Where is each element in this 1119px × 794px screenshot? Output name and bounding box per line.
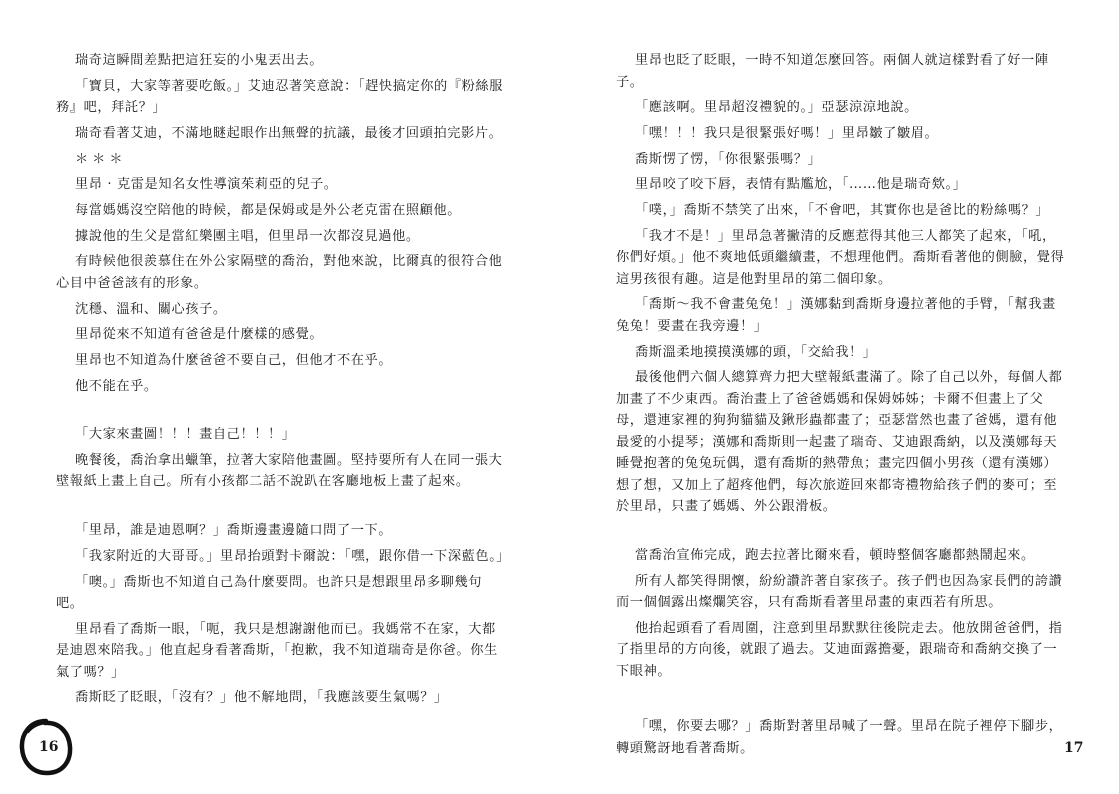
paragraph: 里昂看了喬斯一眼，「呃，我只是想謝謝他而已。我媽常不在家，大都是迪恩來陪我。」他直起身看著喬斯，「抱歉，我不知道瑞奇是你爸。你生氣了嗎？」 bbox=[56, 621, 498, 680]
paragraph: 晚餐後，喬治拿出蠟筆，拉著大家陪他畫圖。堅持要所有人在同一張大壁報紙上畫上自己。所有小孩都二話不說趴在客廳地板上畫了起來。 bbox=[56, 452, 503, 490]
paragraph: 「寶貝，大家等著要吃飯。」艾迪忍著笑意說：「趕快搞定你的『粉絲服務』吧，拜託？」 bbox=[56, 78, 503, 116]
page-number: 16 bbox=[39, 739, 59, 755]
page-number: 17 bbox=[1064, 740, 1084, 756]
paragraph: 每當媽媽沒空陪他的時候，都是保姆或是外公老克雷在照顧他。 bbox=[75, 202, 462, 218]
paragraph: 「嘿！！！我只是很緊張好嗎！」里昂皺了皺眉。 bbox=[635, 125, 939, 141]
paragraph: 里昂也眨了眨眼，一時不知道怎麼回答。兩個人就這樣對看了好一陣子。 bbox=[616, 53, 1049, 90]
right-text-column bbox=[616, 50, 1066, 764]
section-gap bbox=[616, 522, 1066, 545]
paragraph: 「喬斯～我不會畫兔兔！」漢娜黏到喬斯身邊拉著他的手臂，「幫我畫兔兔！要畫在我旁邊！」 bbox=[616, 297, 1056, 334]
paragraph: 有時候他很羨慕住在外公家隔壁的喬治，對他來說，比爾真的很符合他心目中爸爸該有的形象。 bbox=[56, 254, 503, 291]
paragraph: 喬斯眨了眨眼，「沒有？」他不解地問，「我應該要生氣嗎？」 bbox=[75, 690, 448, 706]
paragraph: 他不能在乎。 bbox=[75, 378, 158, 394]
paragraph: 喬斯愣了愣，「你很緊張嗎？」 bbox=[635, 151, 822, 167]
paragraph: 里昂咬了咬下唇，表情有點尷尬，「……他是瑞奇欸。」 bbox=[635, 177, 967, 193]
paragraph: 瑞奇這瞬間差點把這狂妄的小鬼丟出去。 bbox=[75, 53, 324, 68]
paragraph: 「我家附近的大哥哥。」里昂抬頭對卡爾說：「嘿，跟你借一下深藍色。」 bbox=[75, 548, 511, 564]
scene-break: ＊＊＊ bbox=[75, 151, 127, 167]
section-gap bbox=[616, 686, 1066, 716]
paragraph: 「里昂，誰是迪恩啊？」喬斯邊畫邊隨口問了一下。 bbox=[75, 523, 393, 539]
paragraph: 他抬起頭看了看周圍，注意到里昂默默往後院走去。他放開爸爸們，指了指里昂的方向後，就跟了過去。艾迪面露擔憂，跟瑞奇和喬納交換了一下眼神。 bbox=[616, 620, 1063, 679]
paragraph: 當喬治宣佈完成，跑去拉著比爾來看，頓時整個客廳都熱鬧起來。 bbox=[635, 547, 1035, 563]
paragraph: 里昂 ‧ 克雷是知名女性導演茱莉亞的兒子。 bbox=[75, 177, 338, 193]
paragraph: 「噗，」喬斯不禁笑了出來，「不會吧，其實你也是爸比的粉絲嗎？」 bbox=[635, 202, 1050, 218]
paragraph: 「大家來畫圖！！！畫自己！！！」 bbox=[75, 427, 296, 443]
paragraph: 所有人都笑得開懷，紛紛讚許著自家孩子。孩子們也因為家長們的誇讚而一個個露出燦爛笑容，只有喬斯看著里昂畫的東西若有所思。 bbox=[616, 573, 1063, 611]
paragraph: 最後他們六個人總算齊力把大壁報紙畫滿了。除了自己以外，每個人都加畫了不少東西。喬治畫上了爸爸媽媽和保姆姊姊；卡爾不但畫上了父母，還連家裡的狗狗貓貓及鍬形蟲都畫了；亞瑟當然也畫了爸媽，還有他最愛的小提琴；漢娜和喬斯則一起畫了瑞奇、艾迪跟喬納，以及漢娜每天睡覺抱著的兔兔玩偶，還有喬斯的熱帶魚；畫完四個小男孩（還有漢娜）想了想，又加上了超疼他們，每次旅遊回來都寄禮物給孩子們的麥可；至於里昂，只畫了媽媽、外公跟滑板。 bbox=[616, 370, 1063, 515]
paragraph: 據說他的生父是當紅樂團主唱，但里昂一次都沒見過他。 bbox=[75, 228, 420, 244]
paragraph: 「噢。」喬斯也不知道自己為什麼要問。也許只是想跟里昂多聊幾句吧。 bbox=[56, 574, 483, 611]
left-text-column bbox=[56, 50, 511, 713]
paragraph: 里昂從來不知道有爸爸是什麼樣的感覺。 bbox=[75, 327, 324, 343]
paragraph: 「我才不是！」里昂急著撇清的反應惹得其他三人都笑了起來，「吼，你們好煩。」他不爽地低頭繼續畫，不想理他們。喬斯看著他的側臉，覺得這男孩很有趣。這是他對里昂的第二個印象。 bbox=[616, 228, 1065, 287]
paragraph: 里昂也不知道為什麼爸爸不要自己，但他才不在乎。 bbox=[75, 352, 393, 368]
paragraph: 沈穩、溫和、關心孩子。 bbox=[75, 301, 227, 317]
paragraph: 「嘿，你要去哪？」喬斯對著里昂喊了一聲。里昂在院子裡停下腳步，轉頭驚訝地看著喬斯。 bbox=[616, 719, 1063, 756]
paragraph: 瑞奇看著艾迪，不滿地瞇起眼作出無聲的抗議，最後才回頭拍完影片。 bbox=[75, 125, 503, 141]
right-page bbox=[560, 0, 1119, 794]
section-gap bbox=[56, 401, 506, 424]
paragraph: 「應該啊。里昂超沒禮貌的。」亞瑟涼涼地說。 bbox=[635, 100, 918, 116]
section-gap bbox=[56, 497, 506, 520]
paragraph: 喬斯溫柔地摸摸漢娜的頭，「交給我！」 bbox=[635, 344, 877, 360]
